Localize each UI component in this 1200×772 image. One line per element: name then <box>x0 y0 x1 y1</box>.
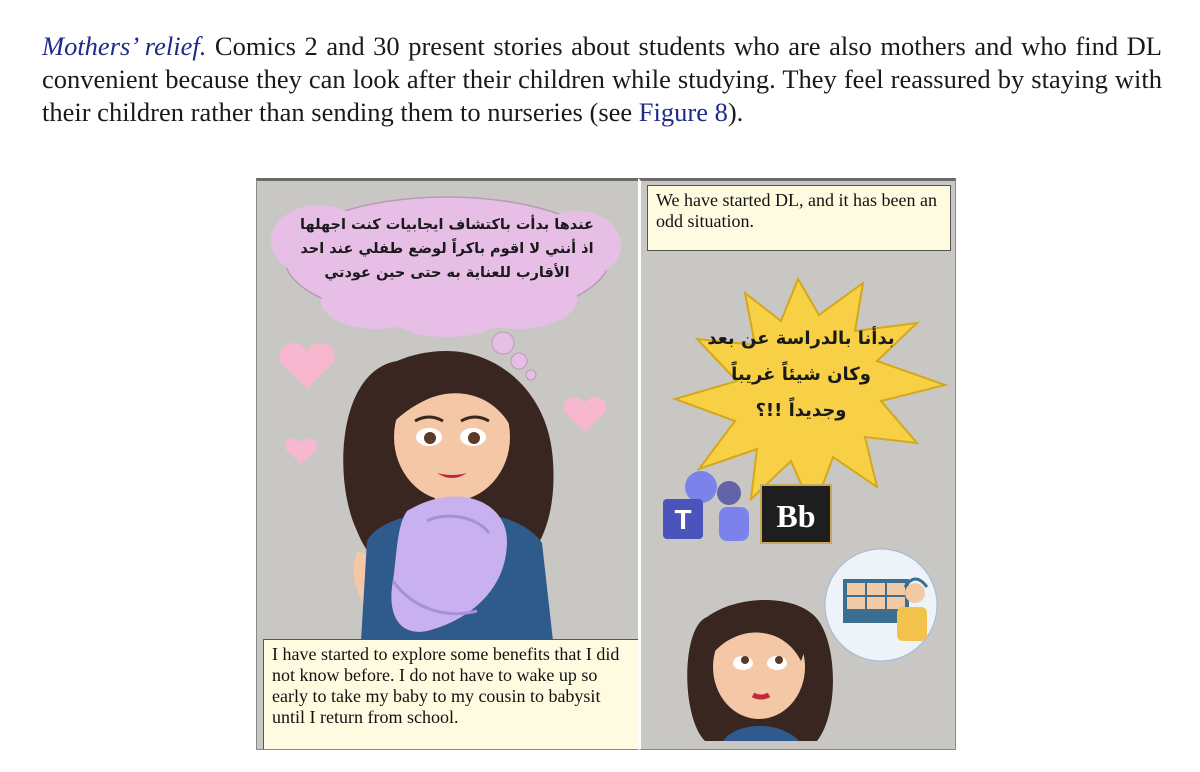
heart-icon <box>564 397 606 432</box>
teams-logo-letter: T <box>674 504 692 535</box>
comic-figure <box>256 178 952 748</box>
thought-bubble-text: عندها بدأت باكتشاف ايجابيات كنت اجهلها اذ أنني لا اقوم باكراً لوضع طفلي عند احد الأقارب للعناية به حتى حين عودتي <box>300 217 594 281</box>
section-heading: Mothers’ relief. <box>42 31 207 61</box>
figure-reference-link[interactable]: Figure 8 <box>638 97 728 127</box>
body-paragraph <box>42 30 1162 129</box>
thinking-woman-character <box>687 600 833 741</box>
caption-box-right: We have started DL, and it has been an odd situation. <box>647 185 951 251</box>
video-call-illustration <box>825 549 937 661</box>
comic-panel-right <box>638 178 956 750</box>
caption-box-left: I have started to explore some benefits that I did not know before. I do not have to wake up so early to take my baby to my cousin to babysit until I return from school. <box>263 639 640 750</box>
blackboard-logo-text: Bb <box>776 498 816 534</box>
heart-icon <box>279 343 334 389</box>
speech-burst-text: بدأنا بالدراسة عن بعد وكان شيئاً غريباً وجديداً !!؟ <box>707 328 895 421</box>
heart-icon <box>285 439 317 464</box>
right-panel-illustration <box>641 181 955 749</box>
paragraph-text-1: Comics 2 and 30 present stories about students who are also mothers and who find DL convenient because they can look after their children while studying. They feel reassured by staying with their children rather than sending them to nurseries (see <box>42 31 1162 127</box>
paragraph-text-2: ). <box>727 97 744 127</box>
comic-panel-left <box>256 178 640 750</box>
